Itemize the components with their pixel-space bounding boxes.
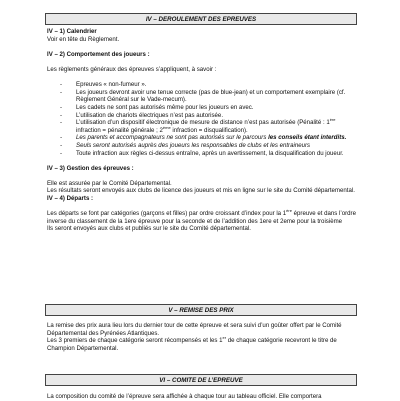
list-item: - Les joueurs devront avoir une tenue correcte (pas de blue-jean) et un comportement exemplaire (cf. Règlement Général sur le Vade-mecum). xyxy=(47,89,357,104)
comportement-heading: IV – 2) Comportement des joueurs : xyxy=(47,50,150,58)
list-item: - Les parents et accompagnateurs ne sont pas autorisés sur le parcours les conseils étant interdits. xyxy=(47,134,357,142)
list-item: - L’utilisation de chariots électriques n’est pas autorisée. xyxy=(47,112,357,120)
section-title-comite: VI – COMITE DE L’EPREUVE xyxy=(45,374,357,386)
section-title-remise: V – REMISE DES PRIX xyxy=(45,304,357,316)
departs-heading: IV – 4) Départs : xyxy=(47,195,94,203)
departs-text: Les départs se font par catégories (garçons et filles) par ordre croissant d’index pour la 1ère épreuve et dans l’ordre inverse du classement de la 1ere épreuve pour la seconde et de l’addition des 1ere et 2eme pour la troisième xyxy=(47,208,356,225)
calendrier-heading: IV – 1) Calendrier xyxy=(47,28,97,35)
section-title-deroulement: IV – DEROULEMENT DES EPREUVES xyxy=(45,13,357,25)
section-remise-body xyxy=(47,322,357,352)
remise-text-2: Les 3 premiers de chaque catégorie seront récompensés et les 1er de chaque catégorie recevront le titre de Champion Départemental. xyxy=(47,335,337,352)
list-item: - Epreuves « non-fumeur ». xyxy=(47,81,357,89)
section-comite-body xyxy=(47,393,357,401)
remise-text-1: La remise des prix aura lieu lors du dernier tour de cette épreuve et sera suivi d’un goûter offert par le Comité Départemental des Pyrénées Atlantiques. xyxy=(47,322,342,337)
gestion-line-1: Elle est assurée par le Comité Départemental. xyxy=(47,179,172,187)
comportement-list xyxy=(47,81,357,157)
departs-publication: Ils seront envoyés aux clubs et publiés sur le site du Comité départemental. xyxy=(47,225,251,233)
gestion-heading: IV – 3) Gestion des épreuves : xyxy=(47,164,134,172)
gestion-line-2: Les résultats seront envoyés aux clubs de licence des joueurs et mis en ligne sur le site du Comité départemental. xyxy=(47,187,355,195)
list-item: - Les cadets ne sont pas autorisés même pour les joueurs en avec. xyxy=(47,104,357,112)
comite-text: La composition du comité de l’épreuve sera affichée à chaque tour au tableau officiel. Elle comportera xyxy=(47,393,322,400)
calendrier-text: Voir en tête du Règlement. xyxy=(47,35,120,43)
list-item: - Toute infraction aux règles ci-dessus entraîne, après un avertissement, la disqualification du joueur. xyxy=(47,150,357,158)
section-deroulement-body xyxy=(47,28,357,233)
list-item: - L’utilisation d’un dispositif électronique de mesure de distance n’est pas autorisée (Pénalité : 1ère infraction = pénalité générale ; 2ème infraction = disqualification). xyxy=(47,119,357,134)
list-item: - Seuls seront autorisés auprès des joueurs les responsables de clubs et les entraineurs xyxy=(47,142,357,150)
comportement-intro: Les règlements généraux des épreuves s’appliquent, à savoir : xyxy=(47,65,217,73)
